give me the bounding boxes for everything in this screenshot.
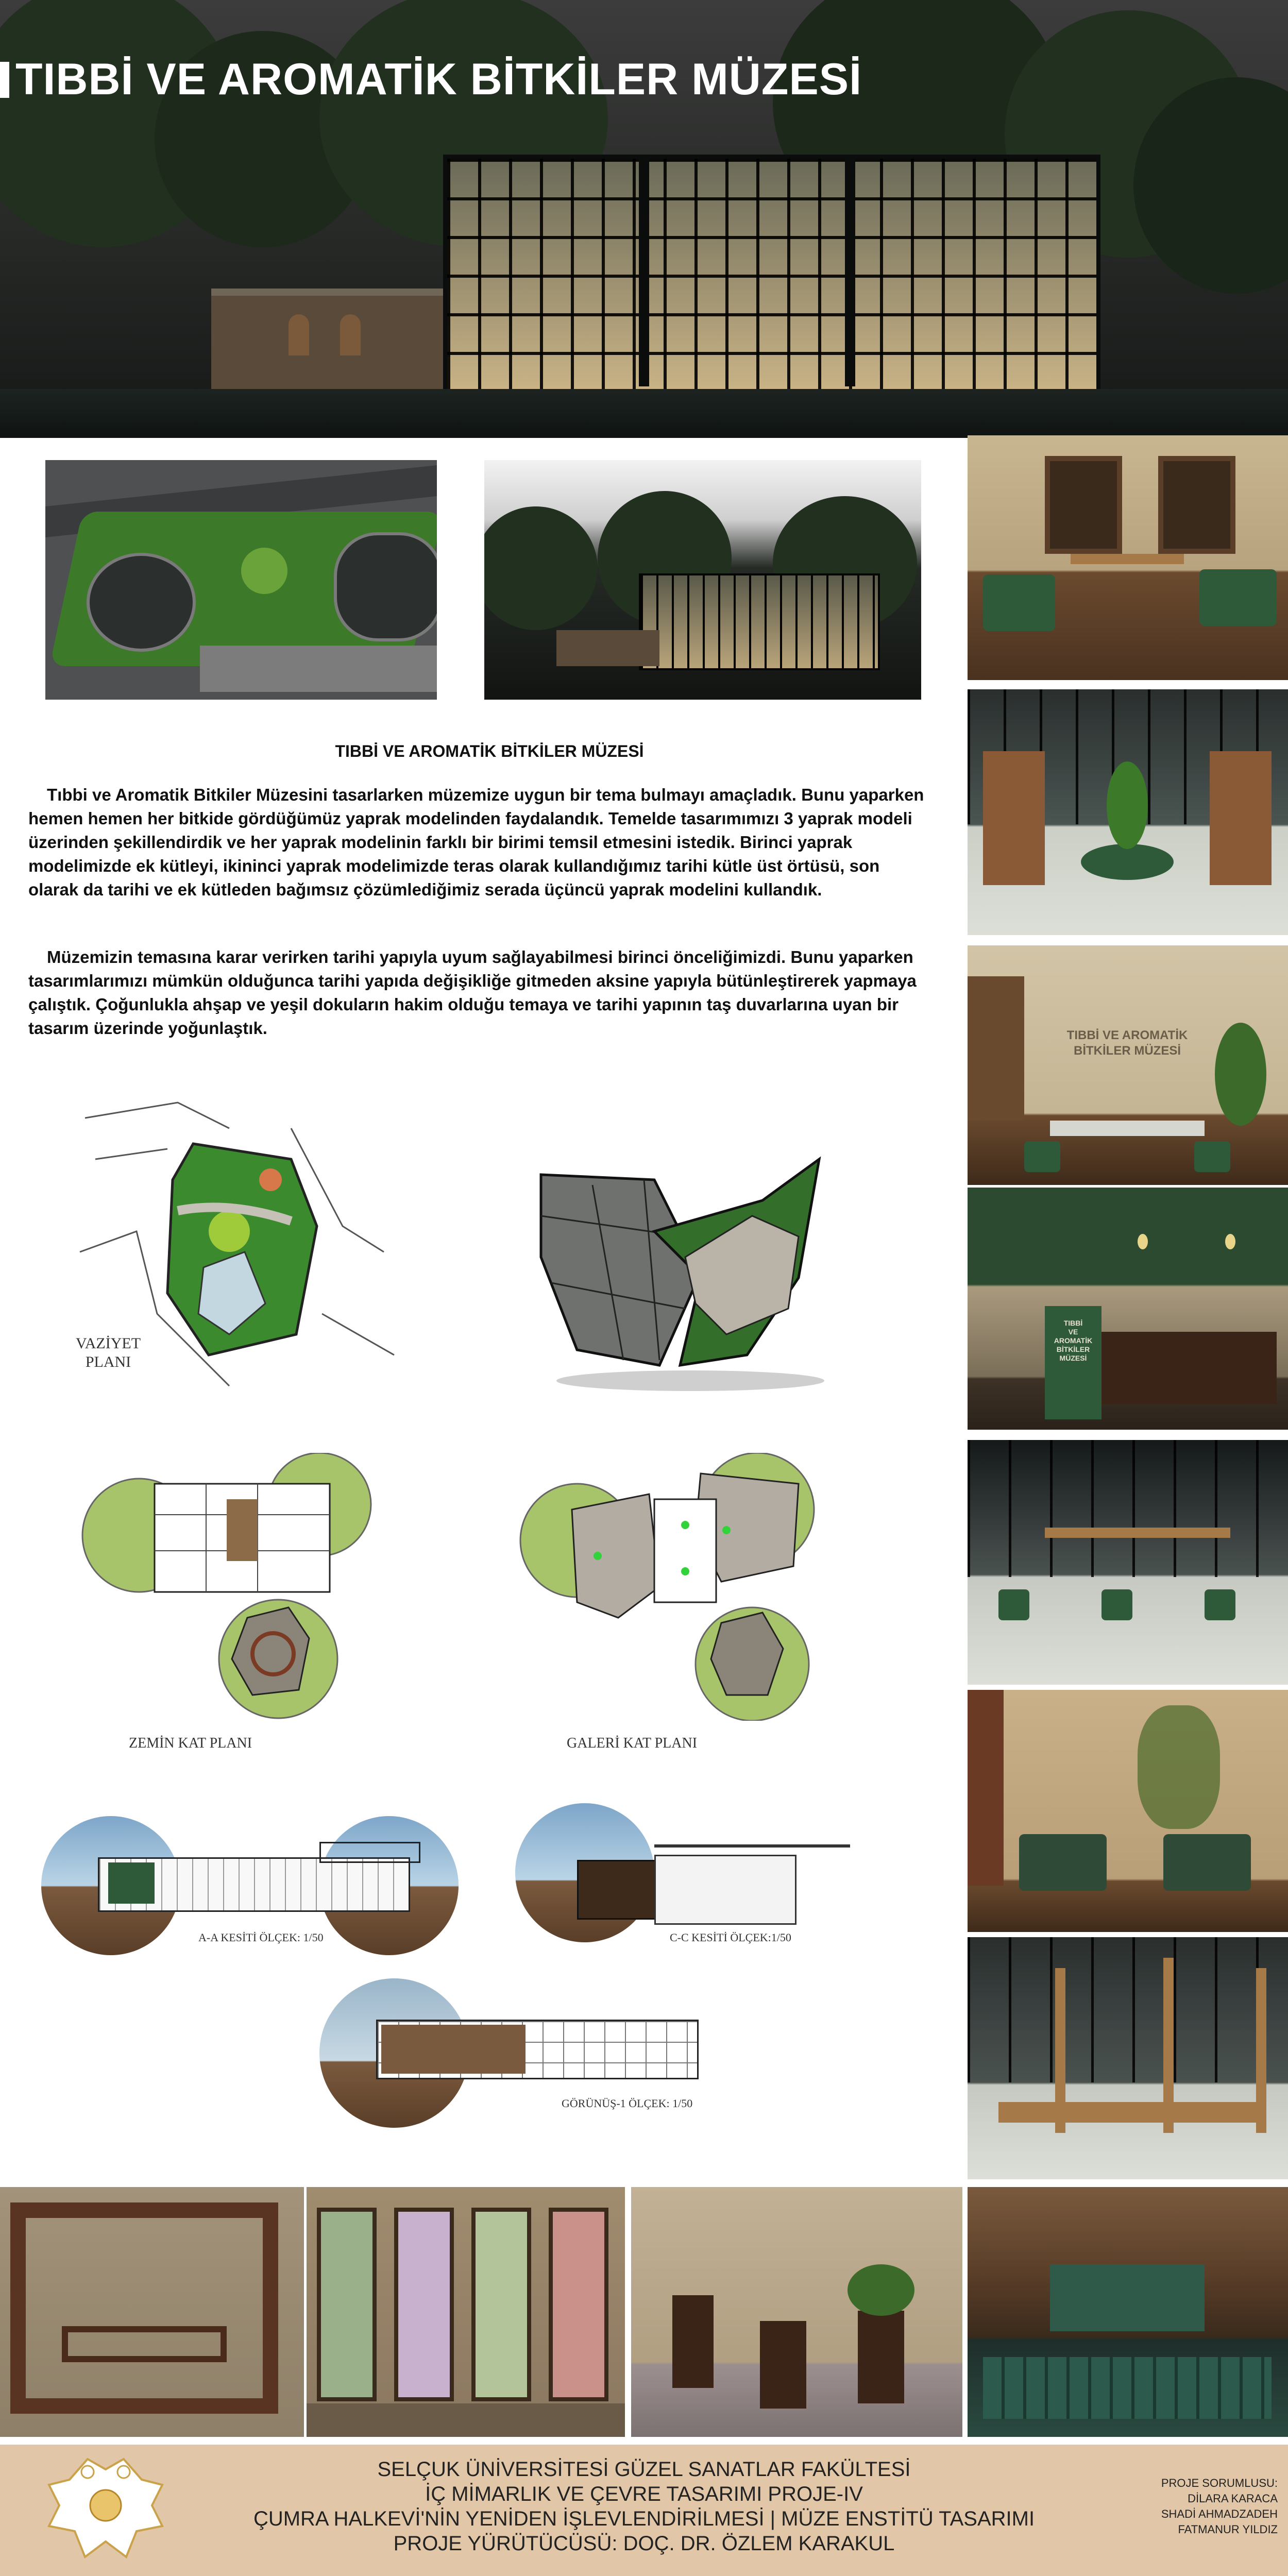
leaf-sculpture-render	[968, 1937, 1288, 2179]
university-emblem	[39, 2449, 173, 2572]
site-plan-label: VAZİYET PLANI	[75, 1335, 141, 1370]
auditorium-render	[968, 2187, 1288, 2437]
description-paragraph-1: Tıbbi ve Aromatik Bitkiler Müzesini tasarlarken müzemize uygun bir tema bulmayı amaçladık. Bunu yaparken hemen hemen her bitkide gördüğümüz yaprak modelinden faydalandık. Temelde tasarımımızı 3 yaprak modeli üzerinden şekillendirdik ve her yaprak modelinin farklı bir birimi temsil etmesini istedik. Birinci yaprak modelimizde ek kütleyi, ikininci yaprak modelimizde teras olarak kullandığımız tarihi kütle üst örtüsü, son olarak da tarihi ve ek kütleden bağımsız çözümlediğimiz serada üçüncü yaprak modelini kullandık.	[28, 785, 924, 899]
hero-render	[0, 0, 1288, 438]
stone-frame-exhibit-render	[0, 2187, 304, 2437]
description-heading: TIBBİ VE AROMATİK BİTKİLER MÜZESİ	[335, 742, 644, 760]
cc-elevation-lines	[654, 1855, 796, 1925]
aerial-site-render	[45, 460, 437, 700]
elevation-1	[319, 1973, 721, 2143]
description-paragraph-2: Müzemizin temasına karar verirken tarihi yapıyla uyum sağlayabilmesi birinci önceliğimizdi. Bunu yaparken tasarımlarımızı mümkün olduğunca tarihi yapıda değişikliğe gitmeden aksine yapıyla bütünleştirerek yapmaya çalıştık. Çoğunlukla ahşap ve yeşil dokuların hakim olduğu temaya ve tarihi yapının taş duvarlarına uyan bir tasarım üzerinde yoğunlaştık.	[28, 947, 917, 1038]
leaf-roof-plan	[531, 1154, 835, 1391]
title-marker	[0, 62, 9, 98]
credits-name: DİLARA KARACA	[1188, 2492, 1278, 2505]
reception-desk-sign: TIBBİ VE AROMATİK BİTKİLER MÜZESİ	[1054, 1319, 1093, 1362]
glass-pavilion	[443, 155, 1100, 395]
greenhouse-cafe-render	[968, 1440, 1288, 1685]
page-title: TIBBİ VE AROMATİK BİTKİLER MÜZESİ	[15, 55, 862, 104]
lounge-render	[968, 435, 1288, 680]
footer-faculty: SELÇUK ÜNİVERSİTESİ GÜZEL SANATLAR FAKÜLTESİ	[377, 2458, 911, 2481]
section-aa-label: A-A KESİTİ ÖLÇEK: 1/50	[198, 1931, 324, 1944]
reception-render	[968, 1188, 1288, 1430]
meeting-wall-sign: TIBBİ VE AROMATİK BİTKİLER MÜZESİ	[1066, 1028, 1188, 1058]
footer-department: İÇ MİMARLIK VE ÇEVRE TASARIMI PROJE-IV	[425, 2483, 863, 2505]
herbarium-panels-render	[307, 2187, 625, 2437]
ground-floor-plan-label: ZEMİN KAT PLANI	[129, 1735, 252, 1751]
footer-supervisor: PROJE YÜRÜTÜCÜSÜ: DOÇ. DR. ÖZLEM KARAKUL	[393, 2532, 895, 2555]
stone-wall-lounge-render	[968, 1690, 1288, 1932]
section-cc-label: C-C KESİTİ ÖLÇEK:1/50	[670, 1931, 791, 1944]
night-exterior-render	[484, 460, 921, 700]
section-aa	[31, 1811, 469, 1971]
section-cc	[510, 1798, 871, 1953]
footer-project-title: ÇUMRA HALKEVİ'NİN YENİDEN İŞLEVLENDİRİLMESİ | MÜZE ENSTİTÜ TASARIMI	[253, 2507, 1035, 2530]
credits-name: SHADİ AHMADZADEH	[1161, 2507, 1278, 2520]
meeting-room-render	[968, 945, 1288, 1185]
display-cases-render	[631, 2187, 962, 2437]
credits-title: PROJE SORUMLUSU:	[1161, 2477, 1278, 2489]
footer	[0, 2445, 1288, 2576]
elevation-label: GÖRÜNÜŞ-1 ÖLÇEK: 1/50	[562, 2097, 693, 2110]
credits-name: FATMANUR YILDIZ	[1178, 2523, 1278, 2536]
ground-floor-plan	[77, 1453, 386, 1721]
greenhouse-exhibit-render	[968, 689, 1288, 935]
gallery-floor-plan-label: GALERİ KAT PLANI	[567, 1735, 698, 1751]
gallery-floor-plan	[515, 1453, 835, 1721]
